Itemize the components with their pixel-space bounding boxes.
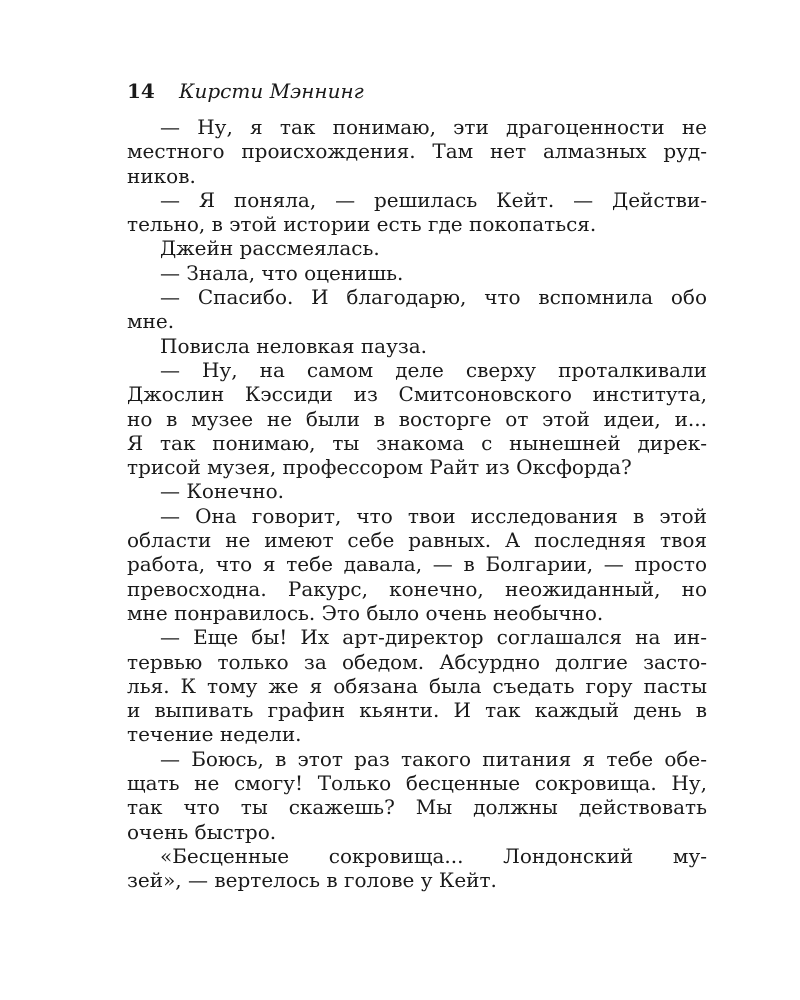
text-line: щать не смогу! Только бесценные сокровища. Ну,: [127, 771, 707, 796]
text-line: — Я поняла, — решилась Кейт. — Действи-: [160, 187, 707, 212]
text-line: превосходна. Ракурс, конечно, неожиданный, но: [127, 576, 707, 601]
body-text: [127, 115, 707, 893]
text-line: так что ты скажешь? Мы должны действовать: [127, 795, 707, 820]
text-line: — Боюсь, в этот раз такого питания я тебе обе-: [160, 746, 707, 771]
text-line: — Спасибо. И благодарю, что вспомнила обо: [160, 285, 707, 310]
text-line: очень быстро.: [127, 819, 277, 844]
author-name: Кирсти Мэннинг: [179, 79, 364, 103]
text-line: Повисла неловкая пауза.: [160, 333, 428, 358]
text-line: но в музее не были в восторге от этой идеи, и...: [127, 406, 707, 431]
text-line: — Конечно.: [160, 479, 284, 504]
text-line: работа, что я тебе давала, — в Болгарии, — просто: [127, 552, 707, 577]
text-line: тервью только за обедом. Абсурдно долгие засто-: [127, 649, 707, 674]
page-number: 14: [127, 79, 155, 103]
text-line: трисой музея, профессором Райт из Оксфорда?: [127, 455, 632, 480]
text-line: Джейн рассмеялась.: [160, 236, 380, 261]
running-head: [127, 76, 707, 106]
text-line: мне.: [127, 309, 175, 334]
text-line: Я так понимаю, ты знакома с нынешней дирек-: [127, 430, 707, 455]
text-line: ников.: [127, 163, 196, 188]
text-line: — Она говорит, что твои исследования в этой: [160, 503, 707, 528]
text-line: местного происхождения. Там нет алмазных руд-: [127, 139, 707, 164]
text-line: — Еще бы! Их арт-директор соглашался на ин-: [160, 625, 707, 650]
text-line: лья. К тому же я обязана была съедать гору пасты: [127, 673, 707, 698]
text-line: — Ну, я так понимаю, эти драгоценности не: [160, 115, 707, 139]
text-line: течение недели.: [127, 722, 302, 747]
text-line: Джослин Кэссиди из Смитсоновского института,: [127, 382, 707, 407]
text-line: «Бесценные сокровища... Лондонский му-: [160, 843, 707, 868]
text-line: зей», — вертелось в голове у Кейт.: [127, 868, 497, 893]
text-line: тельно, в этой истории есть где покопаться.: [127, 212, 597, 237]
text-line: мне понравилось. Это было очень необычно.: [127, 600, 604, 625]
text-line: — Ну, на самом деле сверху проталкивали: [160, 357, 707, 382]
text-line: области не имеют себе равных. А последняя твоя: [127, 528, 707, 553]
text-line: — Знала, что оценишь.: [160, 260, 404, 285]
text-line: и выпивать графин кьянти. И так каждый день в: [127, 698, 707, 723]
